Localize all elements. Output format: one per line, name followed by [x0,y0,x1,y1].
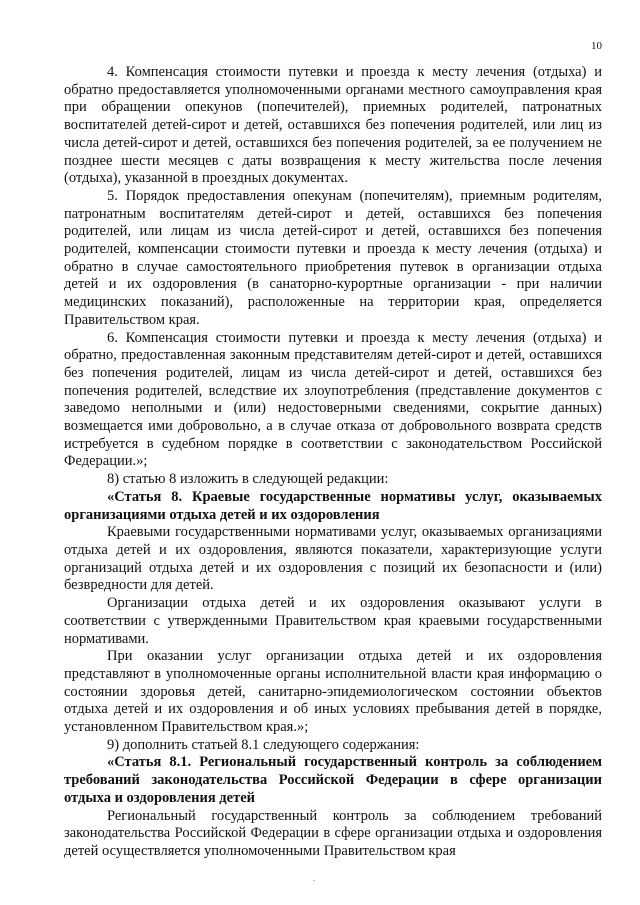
amendment-point-8: 8) статью 8 изложить в следующей редакции: [107,471,389,488]
page-number: 10 [591,40,602,52]
article-8-1-heading: «Статья 8.1. Региональный государственный контроль за соблюдением требований законодательства Российской Федерации в сфере организации отдыха и оздоровления детей [64,754,602,806]
paragraph-item-6: 6. Компенсация стоимости путевки и проезда к месту лечения (отдыха) и обратно, предоставленная законным представителям детей-сирот и детей, оставшихся без попечения родителей, лицам из числа детей-сирот и детей, оставшихся без попечения родителей, вследствие их злоупотребления (представление документов с заведомо неполными и (или) недостоверными сведениями, сокрытие данных) возмещается ими добровольно, а в случае отказа от добровольного возврата средств истребуется в судебном порядке в соответствии с законодательством Российской Федерации.»; [64,329,602,470]
article-8-1-paragraph-1: Региональный государственный контроль за соблюдением требований законодательства Российской Федерации в сфере организации отдыха и оздоровления детей осуществляется уполномоченными Правительством края [64,807,602,859]
document-body [64,64,602,861]
amendment-point-9: 9) дополнить статьей 8.1 следующего содержания: [107,736,420,753]
scan-speck [313,880,315,881]
article-8-paragraph-2: Организации отдыха детей и их оздоровления оказывают услуги в соответствии с утвержденными Правительством края краевыми государственными нормативами. [64,595,602,647]
article-8-heading: «Статья 8. Краевые государственные нормативы услуг, оказываемых организациями отдыха детей и их оздоровления [64,488,602,523]
article-8-paragraph-1: Краевыми государственными нормативами услуг, оказываемых организациями отдыха детей и их оздоровления, являются показатели, характеризующие услуги организаций отдыха детей и их оздоровления с позиций их безопасности и (или) безвредности для детей. [64,524,602,594]
article-8-paragraph-3: При оказании услуг организации отдыха детей и их оздоровления представляют в уполномоченные органы исполнительной власти края информацию о состоянии здоровья детей, санитарно-эпидемиологическом состоянии объектов отдыха детей и их оздоровления и об иных условиях пребывания детей в порядке, установленном Правительством края.»; [64,648,602,736]
paragraph-item-4: 4. Компенсация стоимости путевки и проезда к месту лечения (отдыха) и обратно предоставляется уполномоченными органами местного самоуправления края при обращении опекунов (попечителей), приемных родителей, патронатных воспитателей детей-сирот и детей, оставшихся без попечения родителей, или лиц из числа детей-сирот и детей, оставшихся без попечения родителей, за ее получением не позднее шести месяцев с даты возвращения к месту жительства после лечения (отдыха), указанной в проездных документах. [64,64,602,187]
paragraph-item-5: 5. Порядок предоставления опекунам (попечителям), приемным родителям, патронатным воспитателям детей-сирот и детей, оставшихся без попечения родителей, или лицам из числа детей-сирот и детей, оставшихся без попечения родителей, компенсации стоимости путевки и проезда к месту лечения (отдыха) и обратно в случае самостоятельного приобретения путевок в организации отдыха детей и их оздоровления (в санаторно-курортные организации - при наличии медицинских показаний), расположенные на территории края, определяется Правительством края. [64,187,602,328]
